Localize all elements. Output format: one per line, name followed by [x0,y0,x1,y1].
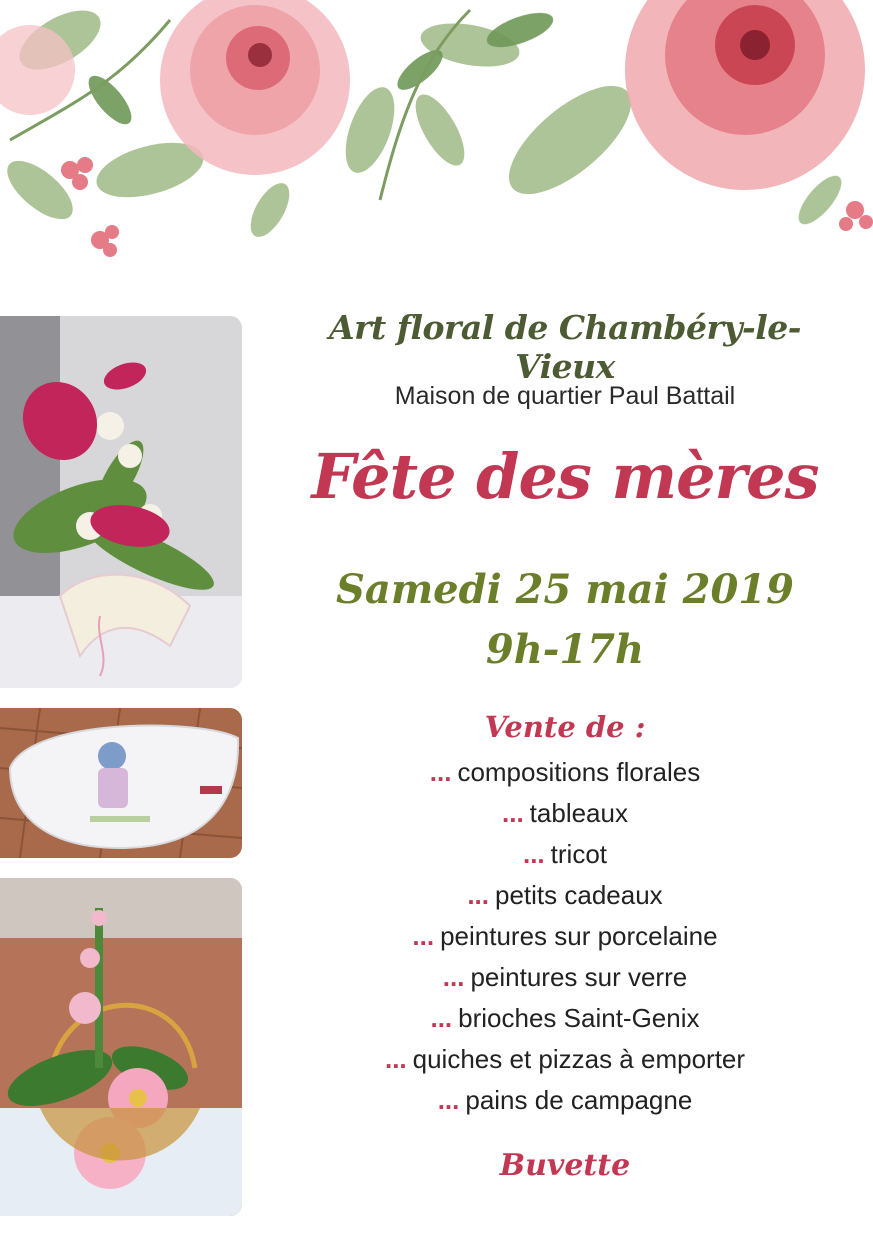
bullet-dots: ... [442,962,465,992]
list-item [300,793,830,834]
bouquet-photo [0,316,242,688]
list-item [300,998,830,1039]
bullet-dots: ... [467,880,489,910]
organization-name: Art floral de Chambéry-le-Vieux [329,308,801,386]
event-title: Fête des mères [311,440,819,513]
list-item [300,1080,830,1121]
list-item-label: quiches et pizzas à emporter [412,1044,746,1074]
gerbera-basket-photo [0,878,242,1216]
buvette-label: Buvette [499,1148,631,1183]
list-item [300,752,830,793]
porcelain-plate-photo [0,708,242,858]
event-date: Samedi 25 mai 2019 [336,566,794,613]
venue-name: Maison de quartier Paul Battail [394,382,736,410]
list-item [300,916,830,957]
floral-banner [0,0,873,270]
list-item-label: petits cadeaux [495,880,663,910]
bullet-dots: ... [429,757,452,787]
event-hours: 9h-17h [485,626,645,673]
bullet-dots: ... [437,1085,460,1115]
list-item-label: peintures sur porcelaine [440,921,718,951]
bullet-dots: ... [430,1003,453,1033]
list-item [300,1039,830,1080]
bullet-dots: ... [412,921,435,951]
list-item-label: peintures sur verre [470,962,688,992]
list-item [300,957,830,998]
list-item-label: brioches Saint-Genix [458,1003,700,1033]
list-item-label: pains de campagne [465,1085,693,1115]
list-item-label: compositions florales [457,757,701,787]
sale-heading: Vente de : [484,710,646,744]
bullet-dots: ... [522,839,545,869]
sale-items-list [300,752,830,1121]
list-item [300,875,830,916]
bullet-dots: ... [384,1044,407,1074]
list-item-label: tricot [550,839,607,869]
list-item [300,834,830,875]
bullet-dots: ... [502,798,524,828]
list-item-label: tableaux [529,798,628,828]
